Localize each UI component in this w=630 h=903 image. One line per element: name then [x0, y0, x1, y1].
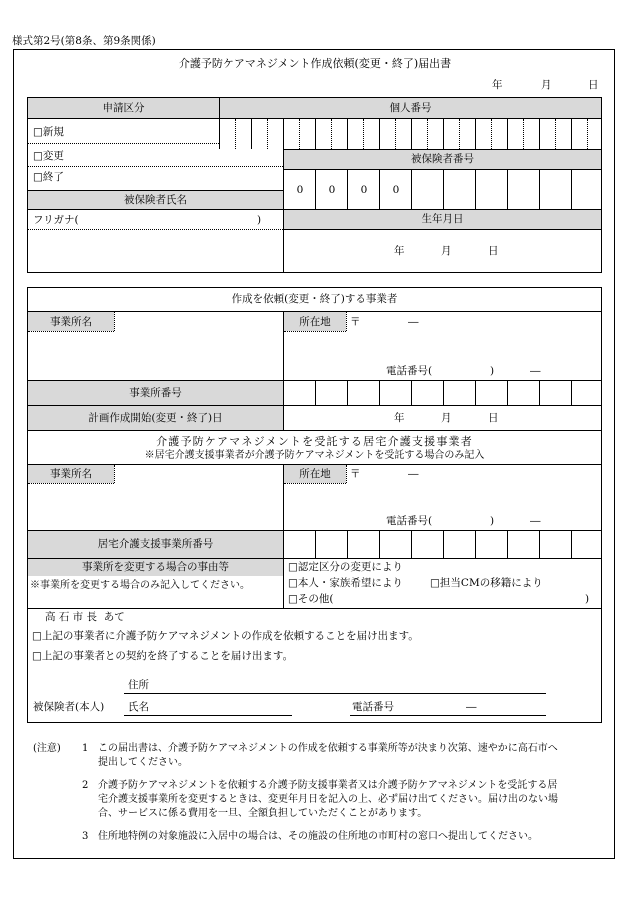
note-2-line-1: 介護予防ケアマネジメントを依頼する介護予防支援事業者又は介護予防ケアマネジメントを受託する居 — [98, 780, 558, 791]
reason-other-close: ) — [585, 593, 590, 605]
provider-phone-dash: ― — [530, 365, 541, 377]
birthdate-header-text: 生年月日 — [421, 213, 464, 225]
birth-day-label: 日 — [488, 245, 499, 257]
notes-heading: (注意) — [33, 743, 61, 754]
individual-number-header-text: 個人番号 — [389, 102, 432, 114]
home-support-header-line1: 介護予防ケアマネジメントを受託する居宅介護支援事業者 — [156, 435, 473, 448]
insured-number-header-text: 被保険者番号 — [411, 153, 474, 165]
birth-year-label: 年 — [394, 245, 405, 257]
provider-office-name-label: 事業所名 — [50, 316, 92, 328]
insured-person-label: 被保険者(本人) — [33, 701, 105, 713]
reason-cm-transfer[interactable]: □担当CMの移籍により — [430, 577, 543, 589]
provider-phone-close: ) — [490, 365, 495, 377]
note-2-number: 2 — [82, 780, 89, 791]
home-support-phone-close: ) — [490, 515, 495, 527]
form-reference: 様式第2号(第8条、第9条関係) — [12, 35, 156, 47]
provider-office-number-label: 事業所番号 — [129, 387, 182, 399]
declaration-terminate[interactable]: □上記の事業者との契約を終了することを届け出ます。 — [32, 650, 294, 662]
insured-digit-4: 0 — [392, 184, 400, 196]
declaration-phone-dash: ― — [466, 701, 477, 713]
provider-address-label: 所在地 — [299, 316, 331, 328]
home-support-office-name-label: 事業所名 — [50, 468, 92, 480]
plan-day-label: 日 — [488, 412, 499, 424]
option-end[interactable]: □終了 — [33, 171, 64, 183]
option-new[interactable]: □新規 — [33, 126, 64, 138]
note-1-line-2: 提出してください。 — [98, 757, 188, 768]
home-support-phone-label: 電話番号( — [386, 515, 433, 527]
note-3-line-1: 住所地特例の対象施設に入居中の場合は、その施設の住所地の市町村の窓口へ提出してください。 — [98, 831, 538, 842]
plan-year-label: 年 — [394, 412, 405, 424]
address-line[interactable] — [124, 693, 546, 694]
birth-month-label: 月 — [441, 245, 452, 257]
insured-digit-2: 0 — [328, 184, 336, 196]
change-reason-note: ※事業所を変更する場合のみ記入してください。 — [30, 580, 250, 591]
reason-other[interactable]: □その他( — [288, 593, 334, 605]
home-support-header-line2: ※居宅介護支援事業者が介護予防ケアマネジメントを受託する場合のみ記入 — [144, 450, 485, 461]
note-2-line-2: 宅介護支援事業所を変更するときは、変更年月日を記入の上、必ず届け出てください。届け出のない場 — [98, 794, 558, 805]
note-2-line-3: 合、サービスに係る費用を一旦、全額負担していただくことがあります。 — [98, 808, 428, 819]
home-support-office-number-label: 居宅介護支援事業所番号 — [97, 538, 214, 550]
insured-digit-1: 0 — [296, 184, 304, 196]
submission-month-label: 月 — [541, 79, 552, 91]
note-3-number: 3 — [82, 831, 89, 842]
reason-certification-change[interactable]: □認定区分の変更により — [288, 561, 403, 573]
insured-digit-3: 0 — [360, 184, 368, 196]
furigana-close: ) — [257, 214, 262, 226]
home-support-phone-dash: ― — [530, 515, 541, 527]
name-line[interactable] — [124, 715, 292, 716]
furigana-label: フリガナ( — [33, 214, 79, 226]
provider-postal-mark: 〒 — [350, 316, 361, 328]
form-title: 介護予防ケアマネジメント作成依頼(変更・終了)届出書 — [178, 57, 452, 70]
note-1-number: 1 — [82, 743, 89, 754]
home-support-postal-dash: ― — [408, 468, 419, 480]
plan-start-label: 計画作成開始(変更・終了)日 — [88, 412, 223, 424]
home-support-postal-mark: 〒 — [350, 468, 361, 480]
reason-family-request[interactable]: □本人・家族希望により — [288, 577, 403, 589]
option-change[interactable]: □変更 — [33, 150, 64, 162]
addressee: 高 石 市 長 あて — [45, 611, 125, 623]
submission-year-label: 年 — [492, 79, 503, 91]
name-label: 氏名 — [128, 701, 149, 713]
address-label: 住所 — [128, 679, 149, 691]
provider-header: 作成を依頼(変更・終了)する事業者 — [231, 293, 398, 305]
home-support-address-label: 所在地 — [299, 468, 331, 480]
insured-name-header-text: 被保険者氏名 — [124, 194, 187, 206]
plan-month-label: 月 — [441, 412, 452, 424]
application-type-header-text: 申請区分 — [102, 102, 145, 114]
phone-line[interactable] — [350, 715, 546, 716]
change-reason-label: 事業所を変更する場合の事由等 — [82, 561, 229, 573]
submission-day-label: 日 — [588, 79, 599, 91]
provider-postal-dash: ― — [408, 316, 419, 328]
declaration-request[interactable]: □上記の事業者に介護予防ケアマネジメントの作成を依頼することを届け出ます。 — [32, 630, 419, 642]
declaration-phone-label: 電話番号 — [352, 701, 394, 713]
note-1-line-1: この届出書は、介護予防ケアマネジメントの作成を依頼する事業所等が決まり次第、速やかに高石市へ — [98, 743, 558, 754]
provider-phone-label: 電話番号( — [386, 365, 433, 377]
